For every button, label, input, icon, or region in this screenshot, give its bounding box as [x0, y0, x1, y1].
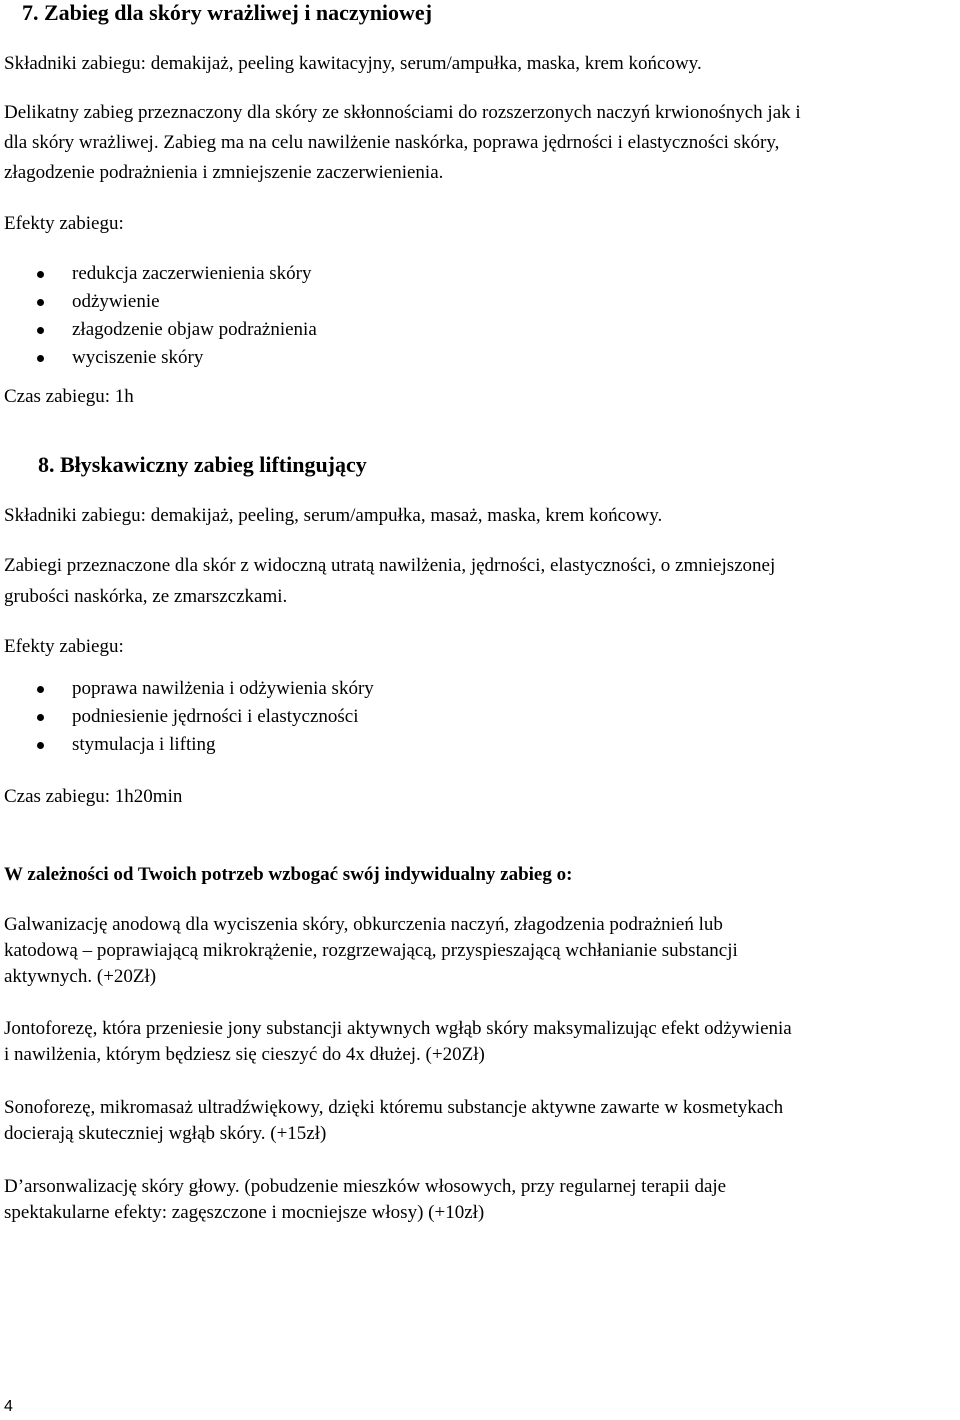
addon-line: katodową – poprawiającą mikrokrążenie, rozgrzewającą, przyspieszającą wchłanianie substancji	[4, 940, 738, 961]
bullet-icon	[37, 714, 44, 721]
addon-line: Jontoforezę, która przeniesie jony substancji aktywnych wgłąb skóry maksymalizując efekt odżywienia	[4, 1018, 792, 1039]
bullet-icon	[37, 271, 44, 278]
addon-line: D’arsonwalizację skóry głowy. (pobudzenie mieszków włosowych, przy regularnej terapii daje	[4, 1176, 727, 1197]
bullet-icon	[37, 742, 44, 749]
bullet-icon	[37, 327, 44, 334]
section-7-description-line: Delikatny zabieg przeznaczony dla skóry ze skłonnościami do rozszerzonych naczyń krwionośnych jak i	[4, 102, 801, 123]
section-7-effect-item: złagodzenie objaw podrażnienia	[72, 319, 317, 340]
section-7-effect-item: wyciszenie skóry	[72, 347, 204, 368]
addon-line: i nawilżenia, którym będziesz się cieszyć do 4x dłużej. (+20Zł)	[4, 1044, 485, 1065]
section-7-effect-item: redukcja zaczerwienienia skóry	[72, 263, 312, 284]
section-7-description-line: dla skóry wrażliwej. Zabieg ma na celu nawilżenie naskórka, poprawa jędrności i elastyczności skóry,	[4, 132, 780, 153]
section-7-title: 7. Zabieg dla skóry wrażliwej i naczyniowej	[22, 0, 433, 25]
section-7-effect-item: odżywienie	[72, 291, 160, 312]
addon-line: spektakularne efekty: zagęszczone i mocniejsze włosy) (+10zł)	[4, 1202, 485, 1223]
section-8-effect-item: poprawa nawilżenia i odżywienia skóry	[72, 678, 374, 699]
section-7-description-line: złagodzenie podrażnienia i zmniejszenie zaczerwienienia.	[4, 162, 444, 183]
addons-heading: W zależności od Twoich potrzeb wzbogać swój indywidualny zabieg o:	[4, 864, 573, 885]
bullet-icon	[37, 355, 44, 362]
section-8-duration: Czas zabiegu: 1h20min	[4, 786, 183, 807]
section-7-effects-label: Efekty zabiegu:	[4, 213, 124, 234]
section-8-description-line: grubości naskórka, ze zmarszczkami.	[4, 586, 288, 607]
bullet-icon	[37, 686, 44, 693]
section-8-effect-item: stymulacja i lifting	[72, 734, 216, 755]
section-7-duration: Czas zabiegu: 1h	[4, 386, 134, 407]
section-8-effects-label: Efekty zabiegu:	[4, 636, 124, 657]
page-number: 4	[4, 1398, 13, 1415]
addon-line: aktywnych. (+20Zł)	[4, 966, 157, 987]
section-8-description-line: Zabiegi przeznaczone dla skór z widoczną utratą nawilżenia, jędrności, elastyczności, o zmniejszonej	[4, 555, 776, 576]
section-8-effect-item: podniesienie jędrności i elastyczności	[72, 706, 359, 727]
addon-line: Galwanizację anodową dla wyciszenia skóry, obkurczenia naczyń, złagodzenia podrażnień lub	[4, 914, 723, 935]
bullet-icon	[37, 299, 44, 306]
addon-line: docierają skuteczniej wgłąb skóry. (+15zł)	[4, 1123, 327, 1144]
section-8-title: 8. Błyskawiczny zabieg liftingujący	[38, 452, 367, 477]
section-7-ingredients: Składniki zabiegu: demakijaż, peeling kawitacyjny, serum/ampułka, maska, krem końcowy.	[4, 53, 702, 74]
section-8-ingredients: Składniki zabiegu: demakijaż, peeling, serum/ampułka, masaż, maska, krem końcowy.	[4, 505, 663, 526]
addon-line: Sonoforezę, mikromasaż ultradźwiękowy, dzięki któremu substancje aktywne zawarte w kosmetykach	[4, 1097, 784, 1118]
